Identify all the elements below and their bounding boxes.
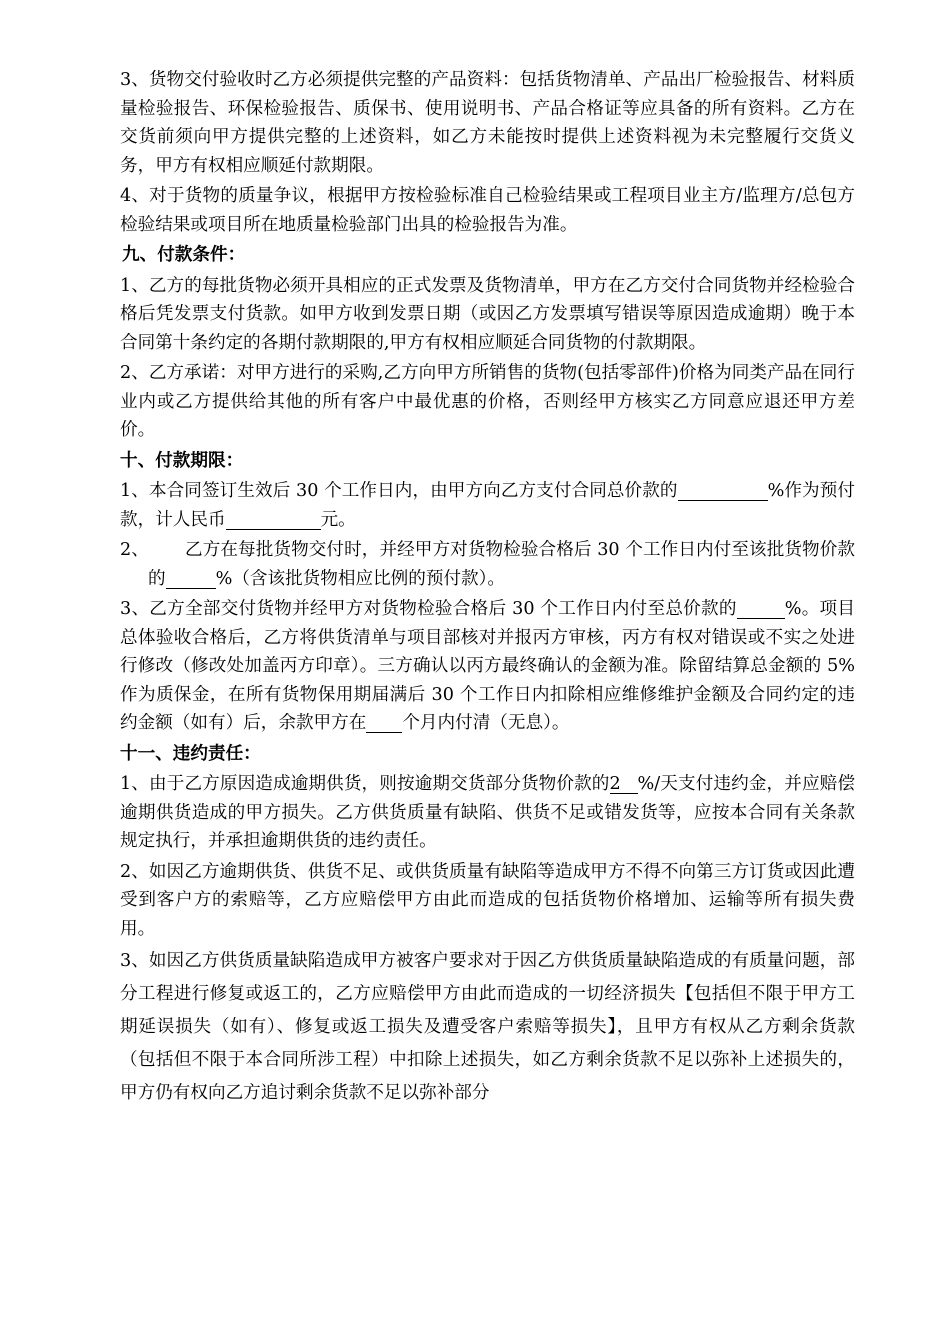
clause-9-2: 2、乙方承诺：对甲方进行的采购,乙方向甲方所销售的货物(包括零部件)价格为同类产品在同行业内或乙方提供给其他的所有客户中最优惠的价格，否则经甲方核实乙方同意应退还甲方差价。 (120, 363, 855, 440)
clause-8-4: 4、对于货物的质量争议，根据甲方按检验标准自己检验结果或工程项目业主方/监理方/总包方检验结果或项目所在地质量检验部门出具的检验报告为准。 (120, 186, 855, 235)
clause-11-2: 2、如因乙方逾期供货、供货不足、或供货质量有缺陷等造成甲方不得不向第三方订货或因此遭受到客户方的索赔等，乙方应赔偿甲方由此而造成的包括货物价格增加、运输等所有损失费用。 (120, 861, 855, 939)
penalty-rate: 2 (610, 775, 638, 794)
section-heading-9: 九、付款条件： (122, 244, 246, 265)
clause-11-1: 1、由于乙方原因造成逾期供货，则按逾期交货部分货物价款的2 %/天支付违约金，并应赔偿逾期供货造成的甲方损失。乙方供货质量有缺陷、供货不足或错发货等，应按本合同有关条款规定执行，并承担逾期供货的违约责任。 (120, 774, 855, 851)
clause-9-1: 1、乙方的每批货物必须开具相应的正式发票及货物清单，甲方在乙方交付合同货物并经检验合格后凭发票支付货款。如甲方收到发票日期（或因乙方发票填写错误等原因造成逾期）晚于本合同第十条约定的各期付款期限的,甲方有权相应顺延合同货物的付款期限。 (120, 275, 855, 353)
blank-prepay-percent[interactable] (678, 482, 768, 501)
contract-page (120, 66, 855, 1112)
section-heading-10: 十、付款期限： (120, 449, 244, 471)
blank-prepay-amount[interactable] (226, 511, 321, 530)
clause-11-3: 3、如因乙方供货质量缺陷造成甲方被客户要求对于因乙方供货质量缺陷造成的有质量问题，部分工程进行修复或返工的，乙方应赔偿甲方由此而造成的一切经济损失【包括但不限于甲方工期延误损失（如有）、修复或返工损失及遭受客户索赔等损失】，且甲方有权从乙方剩余货款（包括但不限于本合同所涉工程）中扣除上述损失，如乙方剩余货款不足以弥补上述损失的，甲方仍有权向乙方追讨剩余货款不足以弥补部分 (120, 951, 855, 1103)
blank-total-percent[interactable] (737, 600, 785, 619)
clause-8-3: 3、货物交付验收时乙方必须提供完整的产品资料：包括货物清单、产品出厂检验报告、材料质量检验报告、环保检验报告、质保书、使用说明书、产品合格证等应具备的所有资料。乙方在交货前须向甲方提供完整的上述资料，如乙方未能按时提供上述资料视为未完整履行交货义务，甲方有权相应顺延付款期限。 (120, 70, 855, 176)
clause-10-2: 2、 乙方在每批货物交付时，并经甲方对货物检验合格后 30 个工作日内付至该批货物价款的 %（含该批货物相应比例的预付款）。 (120, 540, 855, 589)
blank-months[interactable] (366, 714, 402, 733)
blank-batch-percent[interactable] (166, 570, 216, 589)
clause-10-1: 1、本合同签订生效后 30 个工作日内，由甲方向乙方支付合同总价款的 %作为预付款，计人民币 元。 (120, 481, 855, 530)
clause-10-3: 3、乙方全部交付货物并经甲方对货物检验合格后 30 个工作日内付至总价款的 %。项目总体验收合格后，乙方将供货清单与项目部核对并报丙方审核，丙方有权对错误或不实之处进行修改（修改处加盖丙方印章）。三方确认以丙方最终确认的金额为准。除留结算总金额的 5%作为质保金，在所有货物保用期届满后 30 个工作日内扣除相应维修维护金额及合同约定的违约金额（如有）后，余款甲方在 个月内付清（无息）。 (120, 599, 856, 733)
section-heading-11: 十一、违约责任： (120, 742, 261, 764)
